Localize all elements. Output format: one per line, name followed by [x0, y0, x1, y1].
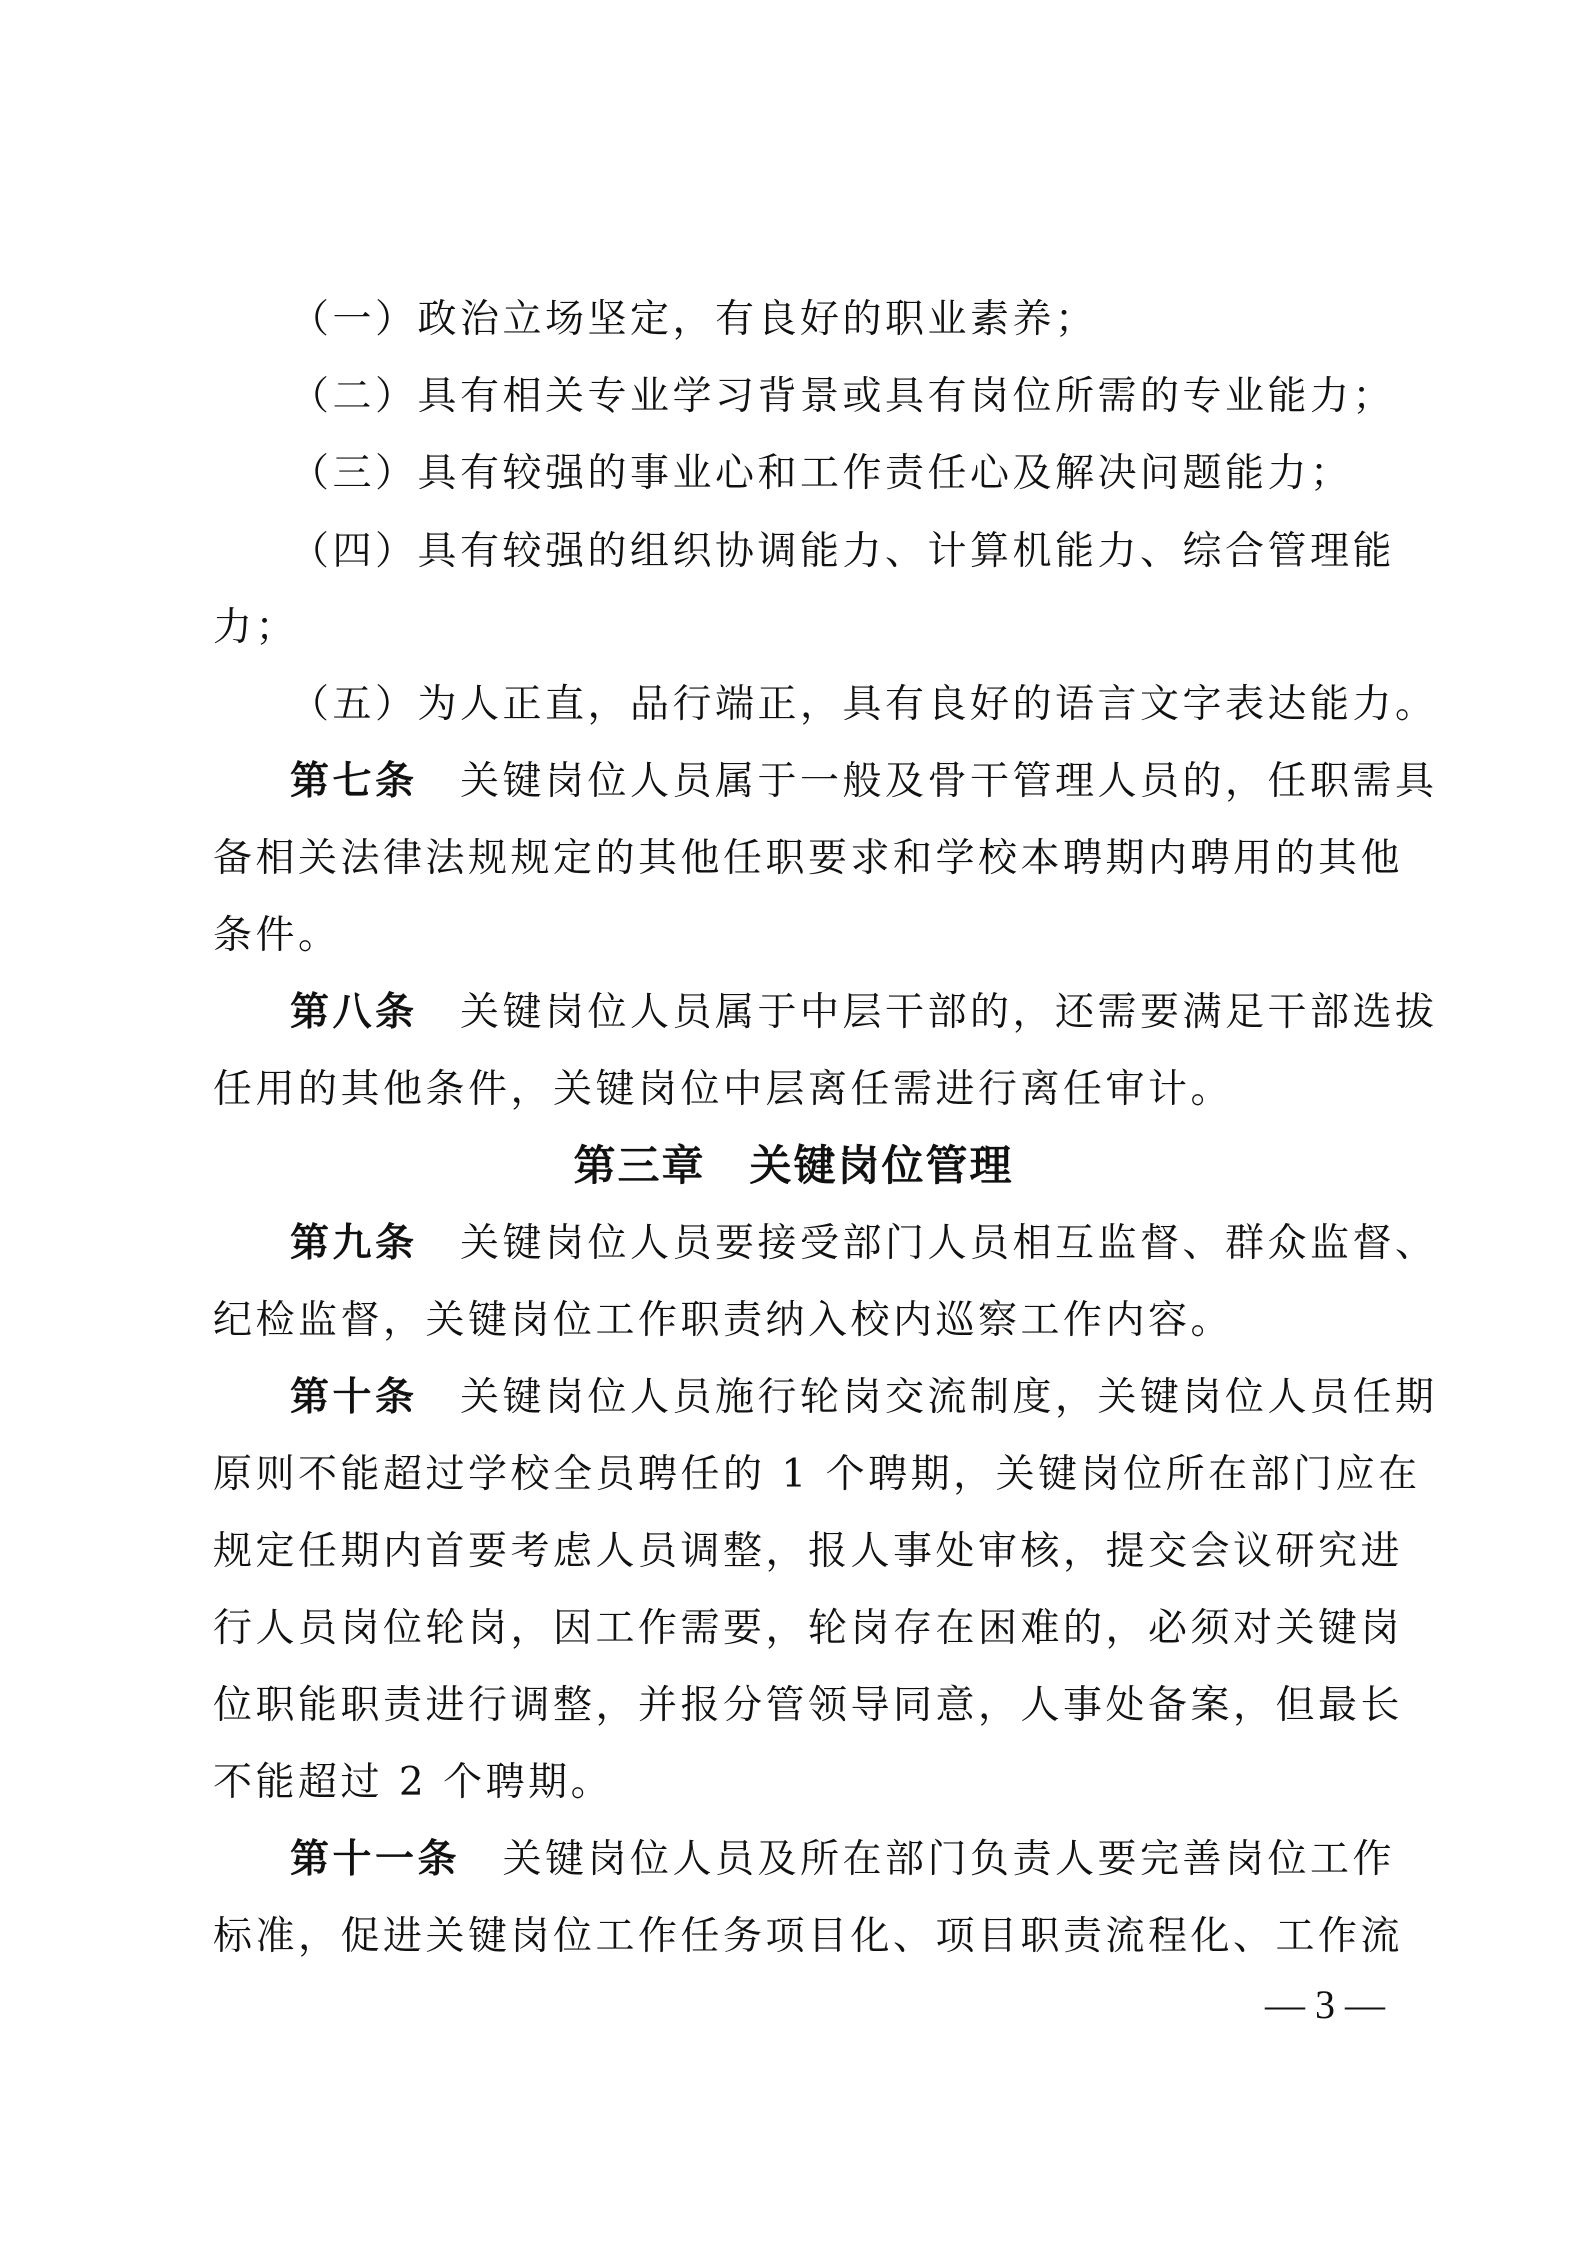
article-11-title: 第十一条	[290, 1837, 461, 1882]
page-number: — 3 —	[1265, 1982, 1385, 2027]
clause-4: （四）具有较强的组织协调能力、计算机能力、综合管理能	[290, 529, 1396, 574]
article-10-title: 第十条	[290, 1375, 418, 1420]
article-8-line-2: 任用的其他条件，关键岗位中层离任需进行离任审计。	[213, 1067, 1234, 1112]
article-9-title: 第九条	[290, 1221, 418, 1266]
article-11-line-2: 标准，促进关键岗位工作任务项目化、项目职责流程化、工作流	[213, 1914, 1404, 1959]
article-7-title: 第七条	[290, 759, 418, 804]
article-10-line-6: 不能超过 2 个聘期。	[213, 1760, 614, 1805]
clause-1: （一）政治立场坚定，有良好的职业素养；	[290, 297, 1098, 342]
article-10-line-4: 行人员岗位轮岗，因工作需要，轮岗存在困难的，必须对关键岗	[213, 1606, 1404, 1651]
article-7-line-3: 条件。	[213, 913, 341, 958]
article-10-line-1: 第十条 关键岗位人员施行轮岗交流制度，关键岗位人员任期	[290, 1375, 1438, 1420]
article-10-line-2: 原则不能超过学校全员聘任的 1 个聘期，关键岗位所在部门应在	[213, 1452, 1421, 1497]
article-8-line-1: 第八条 关键岗位人员属于中层干部的，还需要满足干部选拔	[290, 990, 1438, 1035]
clause-4-cont: 力；	[213, 605, 299, 650]
article-7-line-1: 第七条 关键岗位人员属于一般及骨干管理人员的，任职需具	[290, 759, 1438, 804]
article-9-line-2: 纪检监督，关键岗位工作职责纳入校内巡察工作内容。	[213, 1298, 1234, 1343]
article-9-line-1: 第九条 关键岗位人员要接受部门人员相互监督、群众监督、	[290, 1221, 1438, 1266]
clause-3: （三）具有较强的事业心和工作责任心及解决问题能力；	[290, 451, 1353, 496]
clause-5: （五）为人正直，品行端正，具有良好的语言文字表达能力。	[290, 682, 1438, 727]
article-10-line-3: 规定任期内首要考虑人员调整，报人事处审核，提交会议研究进	[213, 1529, 1404, 1574]
chapter-heading: 第三章 关键岗位管理	[573, 1141, 1014, 1190]
article-11-line-1: 第十一条 关键岗位人员及所在部门负责人要完善岗位工作	[290, 1837, 1396, 1882]
clause-2: （二）具有相关专业学习背景或具有岗位所需的专业能力；	[290, 374, 1396, 419]
article-7-line-2: 备相关法律法规规定的其他任职要求和学校本聘期内聘用的其他	[213, 836, 1404, 881]
article-8-title: 第八条	[290, 990, 418, 1035]
article-10-line-5: 位职能职责进行调整，并报分管领导同意，人事处备案，但最长	[213, 1683, 1404, 1728]
